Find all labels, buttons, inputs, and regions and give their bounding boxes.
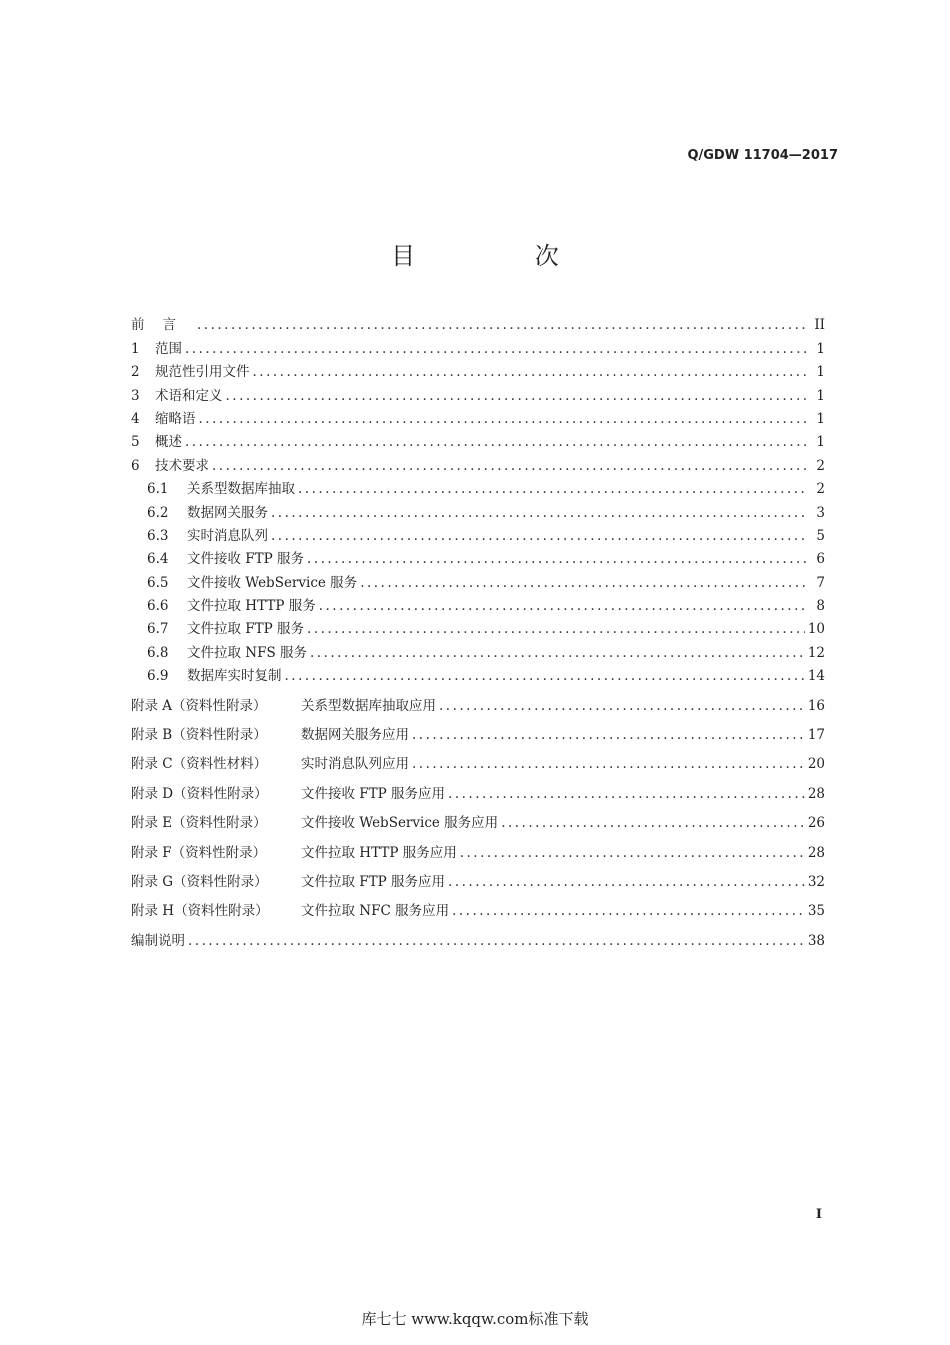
- dot-leader: [307, 551, 808, 567]
- toc-entry-annex: 附录 F（资料性附录）: [131, 844, 267, 861]
- toc-entry-number: 6.8: [147, 644, 169, 661]
- dot-leader: [226, 388, 809, 404]
- toc-entry-label: 概述: [155, 434, 182, 451]
- toc-entry-page: 5: [816, 527, 825, 544]
- dot-leader: [298, 481, 808, 497]
- toc-entry[interactable]: [131, 684, 825, 713]
- toc-entry-page: 3: [816, 504, 825, 521]
- toc-entry-number: 5: [131, 434, 140, 451]
- toc-entry-page: 2: [816, 481, 825, 498]
- dot-leader: [460, 845, 805, 861]
- toc-entry[interactable]: [131, 333, 825, 356]
- dot-leader: [448, 786, 805, 802]
- watermark-footer: 库七七 www.kqqw.com标准下载: [361, 1310, 589, 1328]
- toc-entry[interactable]: [131, 661, 825, 684]
- document-code: Q/GDW 11704—2017: [687, 148, 838, 163]
- page-number: I: [815, 1207, 822, 1222]
- toc-entry-annex: 附录 D（资料性附录）: [131, 785, 268, 802]
- dot-leader: [448, 874, 805, 890]
- dot-leader: [439, 698, 805, 714]
- toc-entry-label: 文件拉取 HTTP 服务: [187, 598, 316, 615]
- toc-entry-annex: 附录 A（资料性附录）: [131, 697, 267, 714]
- toc-entry-label: 数据库实时复制: [187, 668, 282, 685]
- toc-entry-label: 文件接收 WebService 服务应用: [301, 815, 499, 832]
- toc-entry-page: 17: [807, 727, 825, 744]
- toc-entry-number: 2: [131, 364, 140, 381]
- dot-leader: [360, 575, 808, 591]
- toc-entry-number: 3: [131, 387, 140, 404]
- toc-entry-label: 文件接收 FTP 服务: [187, 551, 305, 568]
- toc-entry[interactable]: [131, 714, 825, 743]
- toc-entry-number: 1: [131, 340, 140, 357]
- toc-entry-page: 14: [807, 668, 825, 685]
- dot-leader: [310, 645, 805, 661]
- toc-entry[interactable]: [131, 497, 825, 520]
- toc-entry-label: 文件拉取 HTTP 服务应用: [301, 844, 457, 861]
- dot-leader: [285, 668, 805, 684]
- toc-entry[interactable]: [131, 743, 825, 772]
- toc-entry-number: 6.3: [147, 527, 169, 544]
- dot-leader: [307, 621, 805, 637]
- toc-entry[interactable]: [131, 831, 825, 860]
- toc-entry[interactable]: [131, 427, 825, 450]
- toc-entry[interactable]: [131, 802, 825, 831]
- toc-entry-number: 6.9: [147, 668, 169, 685]
- dot-leader: [271, 528, 808, 544]
- dot-leader: [271, 505, 808, 521]
- dot-leader: [452, 903, 805, 919]
- toc-entry[interactable]: [131, 637, 825, 660]
- toc-entry-label: 文件接收 FTP 服务应用: [301, 785, 446, 802]
- toc-entry-number: 6.4: [147, 551, 169, 568]
- toc-entry-page: 8: [816, 598, 825, 615]
- toc-entry-label: 技术要求: [155, 457, 209, 474]
- dot-leader: [253, 364, 809, 380]
- toc-entry[interactable]: [131, 404, 825, 427]
- toc-entry-label: 文件接收 WebService 服务: [187, 574, 358, 591]
- toc-entry[interactable]: [131, 614, 825, 637]
- toc-entry-label: 缩略语: [155, 410, 196, 427]
- toc-entry[interactable]: [131, 357, 825, 380]
- toc-entry[interactable]: [131, 474, 825, 497]
- toc-entry[interactable]: [131, 521, 825, 544]
- toc-entry-annex: 附录 C（资料性材料）: [131, 756, 268, 773]
- toc-entry-label: 术语和定义: [155, 387, 223, 404]
- dot-leader: [188, 933, 805, 949]
- dot-leader: [501, 815, 805, 831]
- toc-entry-label: 前言: [131, 317, 194, 334]
- toc-entry-number: 4: [131, 410, 140, 427]
- toc-entry-page: 1: [816, 434, 825, 451]
- toc-entry[interactable]: [131, 861, 825, 890]
- toc-entry-annex: 附录 G（资料性附录）: [131, 873, 268, 890]
- toc-entry-label: 数据网关服务应用: [301, 727, 409, 744]
- toc-entry-label: 文件拉取 NFC 服务应用: [301, 903, 450, 920]
- toc-entry-closing[interactable]: [131, 919, 825, 948]
- toc-entry-page: 35: [807, 903, 825, 920]
- dot-leader: [319, 598, 808, 614]
- toc-entry-page: 1: [816, 340, 825, 357]
- toc-entry-label: 文件拉取 FTP 服务: [187, 621, 305, 638]
- toc-entry[interactable]: [131, 544, 825, 567]
- toc-entry-label: 关系型数据库抽取应用: [301, 697, 436, 714]
- toc-entry-page: 28: [807, 785, 825, 802]
- toc-entry[interactable]: [131, 890, 825, 919]
- dot-leader: [199, 411, 809, 427]
- toc-entry-number: 6.7: [147, 621, 169, 638]
- toc-entry-page: 6: [816, 551, 825, 568]
- toc-entry-page: 20: [807, 756, 825, 773]
- toc-entry[interactable]: [131, 450, 825, 473]
- toc-entry-page: 1: [816, 364, 825, 381]
- dot-leader: [185, 434, 808, 450]
- table-of-contents: [131, 310, 825, 949]
- dot-leader: [412, 727, 805, 743]
- toc-entry-label: 实时消息队列: [187, 527, 268, 544]
- toc-entry-page: 16: [807, 697, 825, 714]
- toc-entry-annex: 附录 H（资料性附录）: [131, 903, 269, 920]
- toc-entry-label: 编制说明: [131, 932, 185, 949]
- toc-entry-page: 1: [816, 410, 825, 427]
- toc-entry[interactable]: [131, 591, 825, 614]
- toc-entry-preface[interactable]: [131, 310, 825, 333]
- toc-entry-label: 实时消息队列应用: [301, 756, 409, 773]
- toc-entry-label: 范围: [155, 340, 182, 357]
- toc-entry-label: 数据网关服务: [187, 504, 268, 521]
- toc-entry-annex: 附录 B（资料性附录）: [131, 727, 267, 744]
- toc-entry[interactable]: [131, 567, 825, 590]
- toc-entry-page: 28: [807, 844, 825, 861]
- toc-entry-number: 6.1: [147, 481, 169, 498]
- toc-entry-page: 7: [816, 574, 825, 591]
- toc-entry[interactable]: [131, 380, 825, 403]
- dot-leader: [185, 341, 808, 357]
- toc-entry-page: 1: [816, 387, 825, 404]
- toc-entry-page: 26: [807, 815, 825, 832]
- toc-entry[interactable]: [131, 772, 825, 801]
- toc-entry-number: 6.2: [147, 504, 169, 521]
- toc-entry-page: 12: [807, 644, 825, 661]
- toc-entry-number: 6.5: [147, 574, 169, 591]
- toc-entry-label: 规范性引用文件: [155, 364, 250, 381]
- dot-leader: [212, 458, 808, 474]
- toc-entry-label: 文件拉取 FTP 服务应用: [301, 873, 446, 890]
- toc-entry-number: 6.6: [147, 598, 169, 615]
- toc-entry-label: 关系型数据库抽取: [187, 481, 295, 498]
- toc-entry-page: 10: [807, 621, 825, 638]
- toc-entry-page: 2: [816, 457, 825, 474]
- toc-entry-label: 文件拉取 NFS 服务: [187, 644, 308, 661]
- dot-leader: [197, 317, 808, 333]
- toc-entry-annex: 附录 E（资料性附录）: [131, 815, 267, 832]
- toc-entry-page: 32: [807, 873, 825, 890]
- toc-title: 目 次: [391, 242, 615, 270]
- toc-entry-page: II: [814, 317, 825, 334]
- dot-leader: [412, 756, 805, 772]
- toc-entry-number: 6: [131, 457, 140, 474]
- toc-entry-page: 38: [807, 932, 825, 949]
